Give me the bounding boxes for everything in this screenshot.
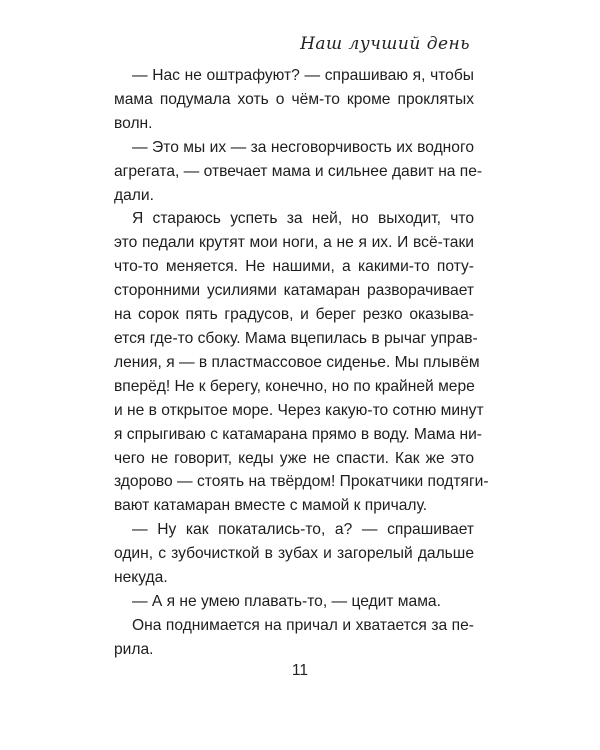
text-line: — Нас не оштрафуют? — спрашиваю я, чтобы [132, 67, 474, 84]
paragraph-1 [114, 64, 474, 136]
text-line: ется где-то сбоку. Мама вцепилась в рычаг управ- [114, 329, 478, 347]
page-number: 11 [291, 662, 309, 679]
text-line: — Это мы их — за несговорчивость их водного [132, 138, 474, 156]
text-line: мама подумала хоть о чём-то кроме проклятых [114, 90, 474, 108]
text-line: здорово — стоять на твёрдом! Прокатчики подтяги- [114, 473, 489, 491]
text-line: Она поднимается на причал и хватается за пе- [132, 616, 474, 634]
paragraph-6 [114, 614, 474, 662]
text-line: некуда. [114, 569, 168, 587]
text-line: вперёд! Не к берегу, конечно, но по крайней мере [114, 377, 475, 395]
page-body [114, 64, 489, 662]
text-line: ления, я — в пластмассовое сиденье. Мы плывём [114, 353, 480, 371]
running-head: Наш лучший день [300, 34, 470, 54]
paragraph-5 [114, 590, 474, 614]
paragraph-4 [114, 518, 474, 590]
text-line: рила. [114, 640, 154, 658]
text-line: волн. [114, 114, 153, 132]
text-line: я спрыгиваю с катамарана прямо в воду. Мама ни- [114, 425, 482, 443]
text-line: чего не говорит, кеды уже не спасти. Как же это [114, 449, 474, 467]
text-line: — А я не умею плавать-то, — цедит мама. [132, 592, 441, 610]
text-line: на сорок пять градусов, и берег резко оказыва- [114, 306, 474, 324]
text-line: — Ну как покатались-то, а? — спрашивает [132, 521, 474, 539]
paragraph-2 [114, 136, 483, 208]
text-line: Я стараюсь успеть за ней, но выходит, что [132, 210, 474, 228]
text-line: агрегата, — отвечает мама и сильнее давит на пе- [114, 162, 483, 180]
text-line: это педали крутят мои ноги, а не я их. И всё-таки [114, 234, 474, 252]
text-line: сторонними усилиями катамаран разворачивает [114, 282, 474, 300]
text-line: вают катамаран вместе с мамой к причалу. [114, 497, 428, 515]
text-line: один, с зубочисткой в зубах и загорелый дальше [114, 545, 474, 563]
text-line: и не в открытое море. Через какую-то сотню минут [114, 401, 484, 419]
text-line: дали. [114, 186, 154, 204]
text-line: что-то меняется. Не нашими, а какими-то поту- [114, 258, 474, 276]
paragraph-3 [114, 207, 489, 518]
